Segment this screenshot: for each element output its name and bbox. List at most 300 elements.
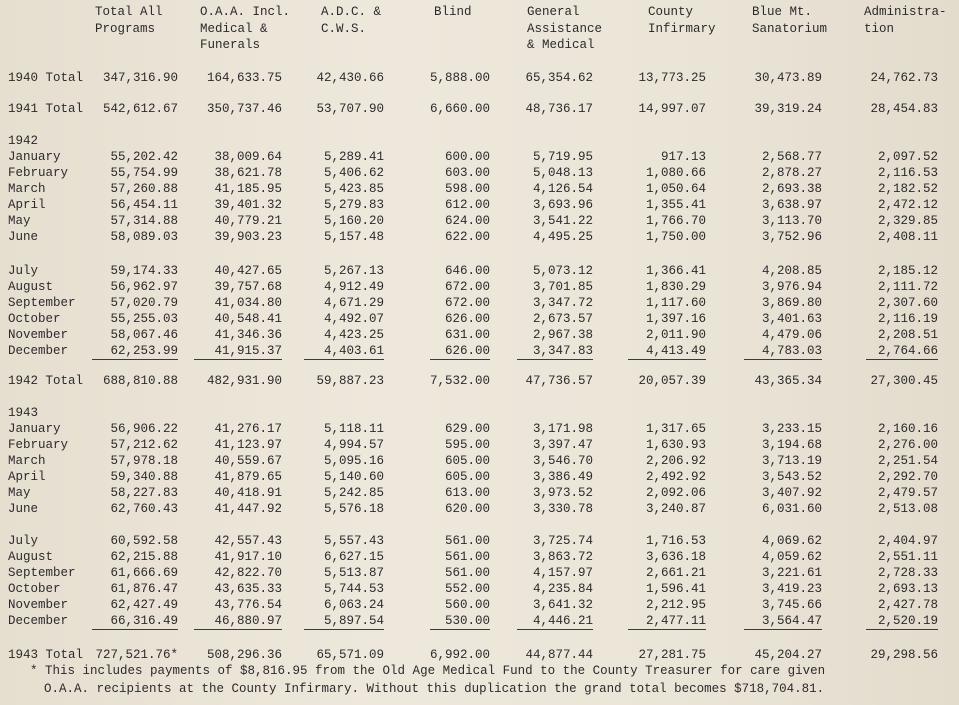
table-cell: 2,408.11 xyxy=(877,230,938,244)
header-blind: Blind xyxy=(434,5,472,19)
table-cell: 2,276.00 xyxy=(877,438,938,452)
total-underline xyxy=(430,629,490,630)
table-cell: 5,095.16 xyxy=(323,454,384,468)
table-cell: 2,427.78 xyxy=(877,598,938,612)
row-label: October xyxy=(8,582,61,596)
table-cell: 2,728.33 xyxy=(877,566,938,580)
table-cell: 2,329.85 xyxy=(877,214,938,228)
table-cell: 65,354.62 xyxy=(525,71,593,85)
table-row xyxy=(0,101,959,117)
total-underline xyxy=(628,629,706,630)
row-label: January xyxy=(8,422,61,436)
total-underline xyxy=(194,629,282,630)
total-underline xyxy=(866,359,938,360)
table-cell: 2,182.52 xyxy=(877,182,938,196)
table-cell: 57,020.79 xyxy=(110,296,178,310)
table-cell: 624.00 xyxy=(444,214,490,228)
table-row xyxy=(0,133,959,149)
table-row xyxy=(0,279,959,295)
table-cell: 631.00 xyxy=(444,328,490,342)
table-cell: 3,194.68 xyxy=(761,438,822,452)
table-cell: 1,716.53 xyxy=(645,534,706,548)
table-cell: 30,473.89 xyxy=(754,71,822,85)
table-cell: 46,880.97 xyxy=(214,614,282,628)
table-cell: 626.00 xyxy=(444,344,490,358)
table-cell: 42,430.66 xyxy=(316,71,384,85)
table-cell: 3,973.52 xyxy=(532,486,593,500)
table-cell: 3,725.74 xyxy=(532,534,593,548)
row-label: October xyxy=(8,312,61,326)
table-cell: 2,116.53 xyxy=(877,166,938,180)
table-cell: 164,633.75 xyxy=(206,71,282,85)
table-cell: 5,118.11 xyxy=(323,422,384,436)
table-row xyxy=(0,501,959,517)
row-label: September xyxy=(8,296,76,310)
table-cell: 5,888.00 xyxy=(429,71,490,85)
table-row xyxy=(0,533,959,549)
row-label: August xyxy=(8,280,54,294)
table-cell: 40,779.21 xyxy=(214,214,282,228)
table-cell: 2,479.57 xyxy=(877,486,938,500)
row-label: January xyxy=(8,150,61,164)
table-cell: 42,822.70 xyxy=(214,566,282,580)
row-label: November xyxy=(8,598,69,612)
table-cell: 41,034.80 xyxy=(214,296,282,310)
table-cell: 1,630.93 xyxy=(645,438,706,452)
table-cell: 55,255.03 xyxy=(110,312,178,326)
table-cell: 40,418.91 xyxy=(214,486,282,500)
row-label: September xyxy=(8,566,76,580)
table-cell: 595.00 xyxy=(444,438,490,452)
table-cell: 62,215.88 xyxy=(110,550,178,564)
table-cell: 2,116.19 xyxy=(877,312,938,326)
table-cell: 2,520.19 xyxy=(877,614,938,628)
table-cell: 482,931.90 xyxy=(206,374,282,388)
header-county-infirmary: County Infirmary xyxy=(648,5,716,36)
total-underline xyxy=(92,629,178,630)
table-cell: 47,736.57 xyxy=(525,374,593,388)
table-cell: 3,976.94 xyxy=(761,280,822,294)
row-label: February xyxy=(8,438,69,452)
table-cell: 56,906.22 xyxy=(110,422,178,436)
table-cell: 4,492.07 xyxy=(323,312,384,326)
table-cell: 3,386.49 xyxy=(532,470,593,484)
table-cell: 40,427.65 xyxy=(214,264,282,278)
table-cell: 620.00 xyxy=(444,502,490,516)
row-label: December xyxy=(8,344,69,358)
table-row xyxy=(0,165,959,181)
table-row xyxy=(0,181,959,197)
table-cell: 598.00 xyxy=(444,182,490,196)
table-cell: 612.00 xyxy=(444,198,490,212)
table-cell: 5,576.18 xyxy=(323,502,384,516)
table-cell: 2,011.90 xyxy=(645,328,706,342)
table-row xyxy=(0,613,959,629)
table-cell: 41,879.65 xyxy=(214,470,282,484)
table-cell: 57,978.18 xyxy=(110,454,178,468)
table-cell: 1,830.29 xyxy=(645,280,706,294)
row-label: 1942 Total xyxy=(8,374,84,388)
table-cell: 727,521.76* xyxy=(95,648,178,662)
table-cell: 58,089.03 xyxy=(110,230,178,244)
total-underline xyxy=(304,629,384,630)
table-cell: 3,543.52 xyxy=(761,470,822,484)
table-cell: 4,495.25 xyxy=(532,230,593,244)
table-row xyxy=(0,437,959,453)
total-underline xyxy=(744,359,822,360)
row-label: 1943 Total xyxy=(8,648,84,662)
table-cell: 3,638.97 xyxy=(761,198,822,212)
table-cell: 2,097.52 xyxy=(877,150,938,164)
table-cell: 58,067.46 xyxy=(110,328,178,342)
table-cell: 2,208.51 xyxy=(877,328,938,342)
table-row xyxy=(0,565,959,581)
table-cell: 60,592.58 xyxy=(110,534,178,548)
table-cell: 560.00 xyxy=(444,598,490,612)
table-cell: 1,050.64 xyxy=(645,182,706,196)
table-cell: 3,401.63 xyxy=(761,312,822,326)
table-row xyxy=(0,597,959,613)
table-row xyxy=(0,327,959,343)
table-row xyxy=(0,469,959,485)
table-cell: 3,397.47 xyxy=(532,438,593,452)
table-cell: 626.00 xyxy=(444,312,490,326)
table-cell: 3,419.23 xyxy=(761,582,822,596)
table-cell: 29,298.56 xyxy=(870,648,938,662)
row-label: July xyxy=(8,264,39,278)
table-cell: 603.00 xyxy=(444,166,490,180)
table-cell: 2,472.12 xyxy=(877,198,938,212)
table-cell: 5,279.83 xyxy=(323,198,384,212)
table-cell: 1,750.00 xyxy=(645,230,706,244)
table-cell: 65,571.09 xyxy=(316,648,384,662)
table-cell: 2,878.27 xyxy=(761,166,822,180)
row-label: June xyxy=(8,230,39,244)
table-cell: 2,693.38 xyxy=(761,182,822,196)
table-cell: 3,713.19 xyxy=(761,454,822,468)
table-cell: 41,346.36 xyxy=(214,328,282,342)
table-cell: 4,446.21 xyxy=(532,614,593,628)
table-cell: 27,281.75 xyxy=(638,648,706,662)
table-cell: 672.00 xyxy=(444,296,490,310)
table-cell: 5,048.13 xyxy=(532,166,593,180)
table-cell: 58,227.83 xyxy=(110,486,178,500)
table-cell: 39,757.68 xyxy=(214,280,282,294)
table-cell: 38,009.64 xyxy=(214,150,282,164)
table-cell: 5,406.62 xyxy=(323,166,384,180)
table-cell: 3,347.83 xyxy=(532,344,593,358)
table-cell: 56,454.11 xyxy=(110,198,178,212)
table-cell: 5,557.43 xyxy=(323,534,384,548)
table-cell: 2,206.92 xyxy=(645,454,706,468)
table-cell: 41,276.17 xyxy=(214,422,282,436)
total-underline xyxy=(517,629,593,630)
header-oaa: O.A.A. Incl. Medical & Funerals xyxy=(200,5,291,52)
table-cell: 1,317.65 xyxy=(645,422,706,436)
row-label: August xyxy=(8,550,54,564)
table-cell: 13,773.25 xyxy=(638,71,706,85)
table-cell: 48,736.17 xyxy=(525,102,593,116)
table-cell: 4,403.61 xyxy=(323,344,384,358)
table-cell: 542,612.67 xyxy=(102,102,178,116)
table-cell: 4,413.49 xyxy=(645,344,706,358)
table-cell: 1,397.16 xyxy=(645,312,706,326)
total-underline xyxy=(430,359,490,360)
table-cell: 57,314.88 xyxy=(110,214,178,228)
table-cell: 561.00 xyxy=(444,566,490,580)
table-cell: 41,123.97 xyxy=(214,438,282,452)
table-cell: 3,347.72 xyxy=(532,296,593,310)
table-cell: 14,997.07 xyxy=(638,102,706,116)
table-cell: 600.00 xyxy=(444,150,490,164)
table-cell: 2,764.66 xyxy=(877,344,938,358)
table-cell: 5,160.20 xyxy=(323,214,384,228)
table-cell: 4,479.06 xyxy=(761,328,822,342)
table-cell: 38,621.78 xyxy=(214,166,282,180)
row-label: March xyxy=(8,454,46,468)
table-cell: 622.00 xyxy=(444,230,490,244)
table-cell: 2,551.11 xyxy=(877,550,938,564)
table-row xyxy=(0,70,959,86)
row-label: May xyxy=(8,214,31,228)
table-cell: 3,693.96 xyxy=(532,198,593,212)
table-row xyxy=(0,213,959,229)
table-cell: 62,253.99 xyxy=(110,344,178,358)
table-cell: 646.00 xyxy=(444,264,490,278)
table-cell: 4,912.49 xyxy=(323,280,384,294)
table-cell: 56,962.97 xyxy=(110,280,178,294)
table-cell: 27,300.45 xyxy=(870,374,938,388)
table-cell: 6,660.00 xyxy=(429,102,490,116)
table-cell: 66,316.49 xyxy=(110,614,178,628)
table-row xyxy=(0,421,959,437)
table-cell: 61,876.47 xyxy=(110,582,178,596)
table-cell: 629.00 xyxy=(444,422,490,436)
table-cell: 561.00 xyxy=(444,534,490,548)
table-cell: 2,404.97 xyxy=(877,534,938,548)
table-cell: 4,157.97 xyxy=(532,566,593,580)
table-cell: 4,126.54 xyxy=(532,182,593,196)
row-label: 1942 xyxy=(8,134,39,148)
table-cell: 2,477.11 xyxy=(645,614,706,628)
table-cell: 605.00 xyxy=(444,454,490,468)
table-cell: 5,073.12 xyxy=(532,264,593,278)
table-row xyxy=(0,405,959,421)
column-headers xyxy=(0,4,959,58)
table-cell: 1,596.41 xyxy=(645,582,706,596)
table-row xyxy=(0,549,959,565)
table-cell: 24,762.73 xyxy=(870,71,938,85)
table-cell: 40,548.41 xyxy=(214,312,282,326)
table-cell: 41,917.10 xyxy=(214,550,282,564)
table-cell: 3,641.32 xyxy=(532,598,593,612)
row-label: July xyxy=(8,534,39,548)
table-row xyxy=(0,229,959,245)
row-label: February xyxy=(8,166,69,180)
row-label: March xyxy=(8,182,46,196)
table-cell: 3,541.22 xyxy=(532,214,593,228)
table-cell: 53,707.90 xyxy=(316,102,384,116)
table-cell: 1,117.60 xyxy=(645,296,706,310)
table-cell: 917.13 xyxy=(660,150,706,164)
table-cell: 62,427.49 xyxy=(110,598,178,612)
table-cell: 6,031.60 xyxy=(761,502,822,516)
table-cell: 5,267.13 xyxy=(323,264,384,278)
table-row xyxy=(0,485,959,501)
table-cell: 3,636.18 xyxy=(645,550,706,564)
table-cell: 3,407.92 xyxy=(761,486,822,500)
row-label: 1940 Total xyxy=(8,71,84,85)
table-cell: 62,760.43 xyxy=(110,502,178,516)
table-row xyxy=(0,311,959,327)
table-row xyxy=(0,581,959,597)
table-cell: 3,869.80 xyxy=(761,296,822,310)
table-cell: 5,513.87 xyxy=(323,566,384,580)
table-cell: 530.00 xyxy=(444,614,490,628)
table-cell: 605.00 xyxy=(444,470,490,484)
table-cell: 2,307.60 xyxy=(877,296,938,310)
table-cell: 3,752.96 xyxy=(761,230,822,244)
table-cell: 2,492.92 xyxy=(645,470,706,484)
header-general-assistance: General Assistance & Medical xyxy=(527,5,603,52)
table-cell: 2,160.16 xyxy=(877,422,938,436)
table-cell: 7,532.00 xyxy=(429,374,490,388)
row-label: May xyxy=(8,486,31,500)
table-cell: 43,776.54 xyxy=(214,598,282,612)
table-cell: 5,289.41 xyxy=(323,150,384,164)
table-cell: 3,330.78 xyxy=(532,502,593,516)
table-cell: 2,111.72 xyxy=(877,280,938,294)
table-cell: 28,454.83 xyxy=(870,102,938,116)
table-cell: 2,693.13 xyxy=(877,582,938,596)
table-cell: 2,673.57 xyxy=(532,312,593,326)
table-cell: 42,557.43 xyxy=(214,534,282,548)
row-label: 1943 xyxy=(8,406,39,420)
total-underline xyxy=(517,359,593,360)
table-cell: 1,766.70 xyxy=(645,214,706,228)
table-cell: 44,877.44 xyxy=(525,648,593,662)
table-cell: 5,744.53 xyxy=(323,582,384,596)
table-cell: 561.00 xyxy=(444,550,490,564)
table-cell: 61,666.69 xyxy=(110,566,178,580)
table-cell: 688,810.88 xyxy=(102,374,178,388)
table-cell: 4,235.84 xyxy=(532,582,593,596)
total-underline xyxy=(92,359,178,360)
table-cell: 2,251.54 xyxy=(877,454,938,468)
table-cell: 57,260.88 xyxy=(110,182,178,196)
table-cell: 43,635.33 xyxy=(214,582,282,596)
table-cell: 20,057.39 xyxy=(638,374,706,388)
total-underline xyxy=(304,359,384,360)
table-cell: 2,292.70 xyxy=(877,470,938,484)
table-cell: 39,319.24 xyxy=(754,102,822,116)
table-cell: 552.00 xyxy=(444,582,490,596)
table-row xyxy=(0,373,959,389)
table-cell: 2,212.95 xyxy=(645,598,706,612)
row-label: December xyxy=(8,614,69,628)
table-cell: 5,719.95 xyxy=(532,150,593,164)
table-cell: 6,063.24 xyxy=(323,598,384,612)
table-cell: 2,092.06 xyxy=(645,486,706,500)
table-cell: 2,568.77 xyxy=(761,150,822,164)
table-cell: 55,754.99 xyxy=(110,166,178,180)
row-label: June xyxy=(8,502,39,516)
table-row xyxy=(0,149,959,165)
table-cell: 347,316.90 xyxy=(102,71,178,85)
table-row xyxy=(0,453,959,469)
table-cell: 41,915.37 xyxy=(214,344,282,358)
table-cell: 3,113.70 xyxy=(761,214,822,228)
table-row xyxy=(0,343,959,359)
row-label: November xyxy=(8,328,69,342)
total-underline xyxy=(628,359,706,360)
table-cell: 57,212.62 xyxy=(110,438,178,452)
header-administration: Administra- tion xyxy=(864,5,947,36)
table-cell: 43,365.34 xyxy=(754,374,822,388)
table-cell: 4,423.25 xyxy=(323,328,384,342)
table-cell: 39,401.32 xyxy=(214,198,282,212)
table-cell: 45,204.27 xyxy=(754,648,822,662)
row-label: April xyxy=(8,470,46,484)
table-cell: 508,296.36 xyxy=(206,648,282,662)
table-cell: 4,059.62 xyxy=(761,550,822,564)
table-cell: 59,174.33 xyxy=(110,264,178,278)
table-cell: 59,887.23 xyxy=(316,374,384,388)
table-cell: 6,992.00 xyxy=(429,648,490,662)
table-cell: 5,140.60 xyxy=(323,470,384,484)
table-cell: 4,994.57 xyxy=(323,438,384,452)
footnote-line-2: O.A.A. recipients at the County Infirmary. Without this duplication the grand total becomes $718,704.81. xyxy=(44,682,825,696)
table-cell: 3,546.70 xyxy=(532,454,593,468)
table-cell: 1,366.41 xyxy=(645,264,706,278)
table-cell: 5,242.85 xyxy=(323,486,384,500)
table-cell: 3,701.85 xyxy=(532,280,593,294)
table-cell: 1,080.66 xyxy=(645,166,706,180)
table-cell: 3,863.72 xyxy=(532,550,593,564)
table-cell: 5,157.48 xyxy=(323,230,384,244)
table-cell: 672.00 xyxy=(444,280,490,294)
table-cell: 3,564.47 xyxy=(761,614,822,628)
table-cell: 2,185.12 xyxy=(877,264,938,278)
table-cell: 3,221.61 xyxy=(761,566,822,580)
table-cell: 39,903.23 xyxy=(214,230,282,244)
row-label: April xyxy=(8,198,46,212)
header-adc-cws: A.D.C. & C.W.S. xyxy=(321,5,382,36)
table-cell: 40,559.67 xyxy=(214,454,282,468)
total-underline xyxy=(744,629,822,630)
table-cell: 3,745.66 xyxy=(761,598,822,612)
table-row xyxy=(0,263,959,279)
table-cell: 41,447.92 xyxy=(214,502,282,516)
table-row xyxy=(0,295,959,311)
table-cell: 4,208.85 xyxy=(761,264,822,278)
table-cell: 5,423.85 xyxy=(323,182,384,196)
table-cell: 6,627.15 xyxy=(323,550,384,564)
table-cell: 2,967.38 xyxy=(532,328,593,342)
table-cell: 41,185.95 xyxy=(214,182,282,196)
table-cell: 3,240.87 xyxy=(645,502,706,516)
table-cell: 350,737.46 xyxy=(206,102,282,116)
total-underline xyxy=(866,629,938,630)
footnote-line-1: * This includes payments of $8,816.95 from the Old Age Medical Fund to the County Treasurer for care given xyxy=(30,664,826,678)
table-cell: 1,355.41 xyxy=(645,198,706,212)
table-row xyxy=(0,647,959,663)
table-cell: 4,783.03 xyxy=(761,344,822,358)
header-total-all-programs: Total All Programs xyxy=(95,5,163,36)
table-cell: 613.00 xyxy=(444,486,490,500)
table-cell: 5,897.54 xyxy=(323,614,384,628)
table-cell: 3,233.15 xyxy=(761,422,822,436)
